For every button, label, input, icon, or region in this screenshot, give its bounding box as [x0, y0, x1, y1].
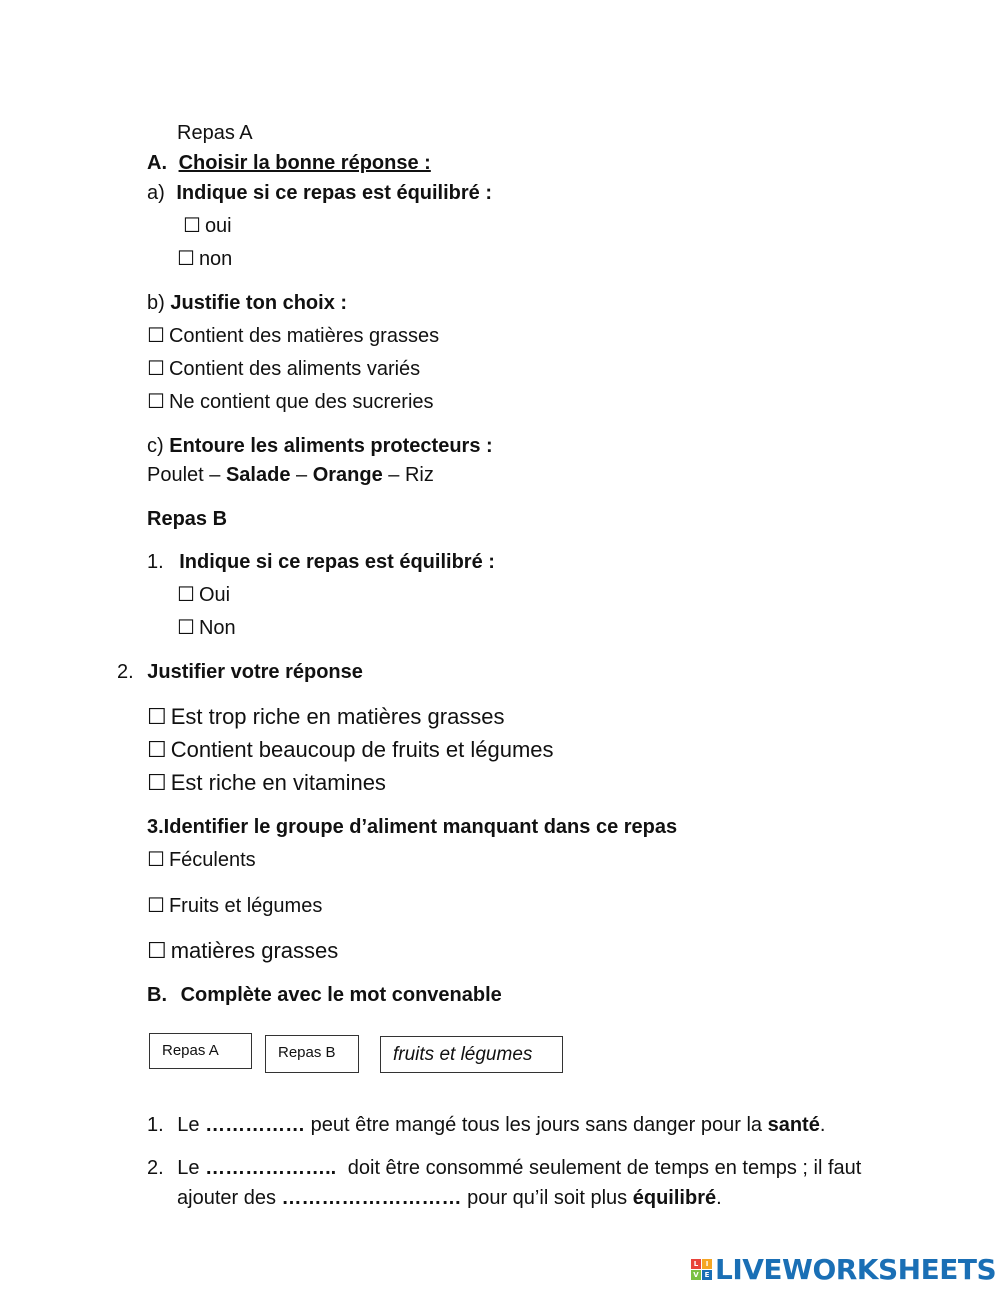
sentence-1-bold: santé [767, 1114, 820, 1136]
checkbox-icon[interactable]: ☐ [147, 849, 165, 871]
option-fruits-legumes[interactable] [147, 737, 554, 763]
option-non-b[interactable] [177, 616, 236, 640]
question-b-label: b) [147, 292, 165, 314]
blank-3[interactable]: ……………………… [281, 1187, 462, 1209]
section-b-title: Complète avec le mot convenable [180, 984, 502, 1006]
checkbox-icon[interactable]: ☐ [177, 584, 195, 606]
option-label: Fruits et légumes [168, 895, 323, 917]
option-label: Est trop riche en matières grasses [170, 704, 505, 729]
separator: – [388, 464, 400, 486]
option-label: Contient des matières grasses [168, 325, 440, 347]
question-b [147, 291, 347, 315]
question-c [147, 434, 493, 458]
logo-mark-tile: I [702, 1259, 712, 1269]
option-matieres-grasses-b[interactable] [147, 938, 338, 964]
checkbox-icon[interactable]: ☐ [147, 358, 165, 380]
logo-mark-tile: L [691, 1259, 701, 1269]
option-label: oui [204, 215, 232, 237]
question-2 [117, 660, 363, 684]
logo-mark-tile: E [702, 1270, 712, 1280]
option-label: non [198, 248, 233, 270]
question-a [147, 181, 492, 205]
option-oui-b[interactable] [177, 583, 230, 607]
sentence-2-bold: équilibré [632, 1187, 717, 1209]
section-a-heading [147, 151, 431, 175]
sentence-1-end: . [819, 1114, 826, 1136]
checkbox-icon[interactable]: ☐ [147, 391, 165, 413]
question-2-text: Justifier votre réponse [147, 661, 363, 683]
blank-2[interactable]: ……………….. [205, 1157, 337, 1179]
option-matieres-grasses[interactable] [147, 324, 439, 348]
option-label: Contient des aliments variés [168, 358, 421, 380]
question-a-text: Indique si ce repas est équilibré : [176, 182, 493, 204]
option-non[interactable] [177, 247, 232, 271]
sentence-2-start: Le [177, 1157, 200, 1179]
sentence-2-d: pour qu’il soit plus [467, 1187, 628, 1209]
sentence-2-end: . [716, 1187, 722, 1209]
checkbox-icon[interactable]: ☐ [147, 770, 167, 795]
logo-text: LIVEWORKSHEETS [715, 1252, 997, 1286]
option-label: Est riche en vitamines [170, 770, 386, 795]
checkbox-icon[interactable]: ☐ [147, 325, 165, 347]
option-label: Féculents [168, 849, 256, 871]
sentence-1-number: 1. [147, 1114, 164, 1136]
blank-1[interactable]: …………… [205, 1114, 306, 1136]
checkbox-icon[interactable]: ☐ [147, 895, 165, 917]
option-sucreries[interactable] [147, 390, 434, 414]
section-a-label: A. [147, 152, 167, 174]
question-2-label: 2. [117, 661, 134, 683]
option-label: Ne contient que des sucreries [168, 391, 434, 413]
checkbox-icon[interactable]: ☐ [177, 248, 195, 270]
checkbox-icon[interactable]: ☐ [147, 938, 167, 963]
section-b-heading [147, 983, 502, 1007]
word-card-repas-b[interactable]: Repas B [265, 1035, 359, 1073]
option-fruits-et-legumes[interactable] [147, 894, 322, 918]
sentence-2-number: 2. [147, 1157, 164, 1179]
food-item-riz[interactable]: Riz [404, 464, 434, 486]
option-aliments-varies[interactable] [147, 357, 420, 381]
option-label: matières grasses [170, 938, 339, 963]
sentence-2-continued [177, 1186, 722, 1210]
sentence-1-middle: peut être mangé tous les jours sans danger pour la [310, 1114, 763, 1136]
option-trop-riche[interactable] [147, 704, 505, 730]
sentence-1 [147, 1113, 825, 1137]
food-item-salade[interactable]: Salade [225, 464, 291, 486]
word-card-repas-a[interactable]: Repas A [149, 1033, 252, 1069]
option-label: Contient beaucoup de fruits et légumes [170, 737, 554, 762]
section-a-title: Choisir la bonne réponse : [178, 152, 431, 174]
question-c-label: c) [147, 435, 164, 457]
logo-mark-tile: V [691, 1270, 701, 1280]
liveworksheets-logo [691, 1252, 996, 1286]
question-1-label: 1. [147, 551, 164, 573]
sentence-1-start: Le [177, 1114, 200, 1136]
checkbox-icon[interactable]: ☐ [147, 704, 167, 729]
repas-b-title: Repas B [147, 508, 228, 530]
word-card-fruits-legumes[interactable]: fruits et légumes [380, 1036, 563, 1073]
repas-a-title: Repas A [177, 122, 253, 144]
sentence-2 [147, 1156, 861, 1180]
food-item-orange[interactable]: Orange [312, 464, 383, 486]
sentence-2-middle: doit être consommé seulement de temps en temps ; il faut [347, 1157, 862, 1179]
checkbox-icon[interactable]: ☐ [147, 737, 167, 762]
option-vitamines[interactable] [147, 770, 386, 796]
option-feculents[interactable] [147, 848, 256, 872]
question-b-text: Justifie ton choix : [170, 292, 348, 314]
question-1-text: Indique si ce repas est équilibré : [179, 551, 495, 573]
question-a-label: a) [147, 182, 165, 204]
separator: – [209, 464, 221, 486]
food-item-poulet[interactable]: Poulet [147, 464, 204, 486]
checkbox-icon[interactable]: ☐ [183, 215, 201, 237]
option-label: Oui [198, 584, 231, 606]
food-list [147, 463, 434, 487]
question-1 [147, 550, 495, 574]
sentence-2-c: ajouter des [177, 1187, 276, 1209]
checkbox-icon[interactable]: ☐ [177, 617, 195, 639]
question-3-text: 3.Identifier le groupe d’aliment manquant dans ce repas [147, 816, 678, 838]
question-c-text: Entoure les aliments protecteurs : [169, 435, 493, 457]
separator: – [296, 464, 308, 486]
liveworksheets-mark-icon [691, 1259, 712, 1280]
option-label: Non [198, 617, 236, 639]
option-oui[interactable] [183, 214, 232, 238]
section-b-label: B. [147, 984, 167, 1006]
